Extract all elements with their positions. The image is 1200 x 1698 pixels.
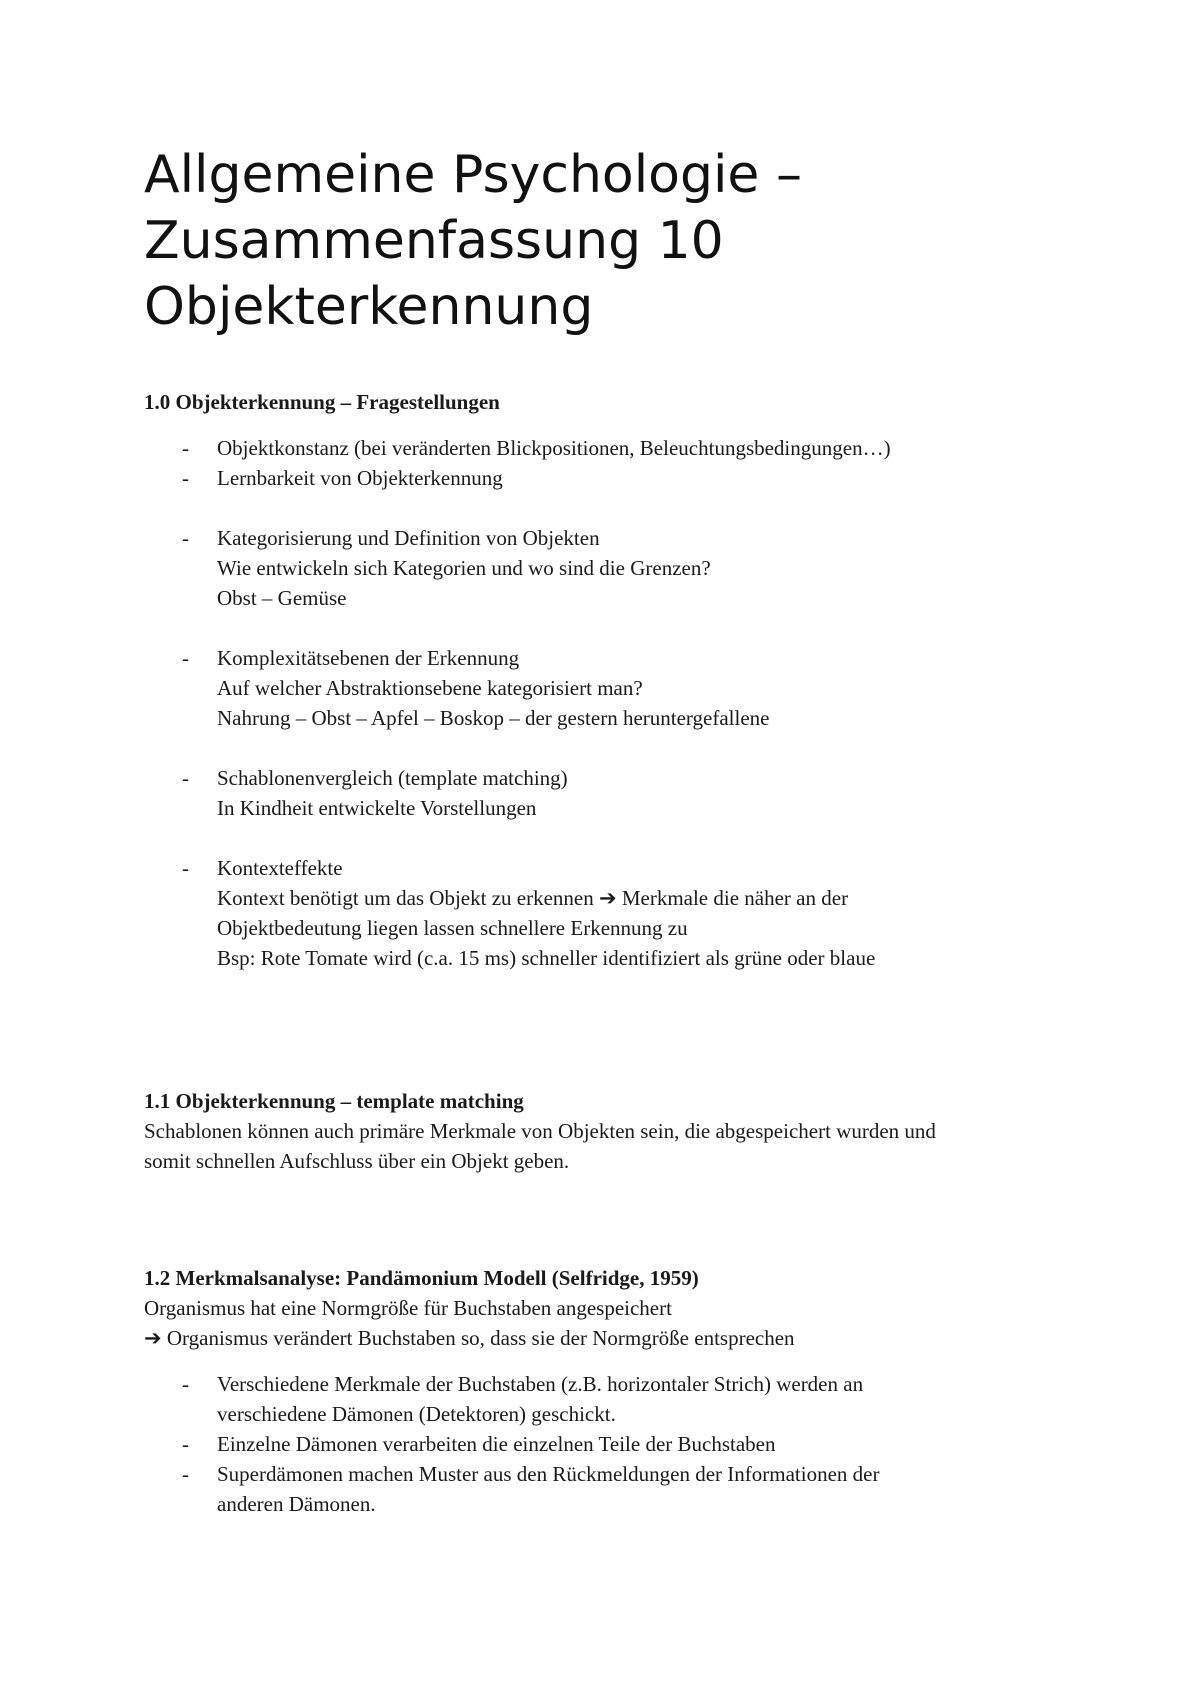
list-item-text: In Kindheit entwickelte Vorstellungen (217, 796, 537, 820)
title-line-1: Allgemeine Psychologie – (144, 145, 802, 205)
paragraph-line: ➔ Organismus verändert Buchstaben so, dass sie der Normgröße entsprechen (144, 1326, 795, 1350)
paragraph-line: Organismus hat eine Normgröße für Buchstaben angespeichert (144, 1296, 672, 1320)
bullet-dash: - (182, 526, 189, 550)
list-item-text: Nahrung – Obst – Apfel – Boskop – der gestern heruntergefallene (217, 706, 770, 730)
paragraph-line: Schablonen können auch primäre Merkmale von Objekten sein, die abgespeichert wurden und (144, 1119, 936, 1143)
list-item (144, 1429, 1104, 1459)
list-item (144, 643, 1104, 733)
list-item-text: Wie entwickeln sich Kategorien und wo sind die Grenzen? (217, 556, 711, 580)
merkmalsanalyse-list (144, 1369, 1104, 1519)
list-item-text: verschiedene Dämonen (Detektoren) geschickt. (217, 1402, 616, 1426)
list-item-text: Auf welcher Abstraktionsebene kategorisiert man? (217, 676, 643, 700)
list-item-text: anderen Dämonen. (217, 1492, 376, 1516)
fragestellungen-list (144, 433, 1104, 973)
list-item (144, 853, 1104, 973)
title-line-3: Objekterkennung (144, 277, 594, 337)
bullet-dash: - (182, 1432, 189, 1456)
bullet-dash: - (182, 436, 189, 460)
bullet-dash: - (182, 466, 189, 490)
title-line-2: Zusammenfassung 10 (144, 211, 724, 271)
section-heading-merkmalsanalyse: 1.2 Merkmalsanalyse: Pandämonium Modell (Selfridge, 1959) (144, 1266, 699, 1290)
bullet-dash: - (182, 766, 189, 790)
section-heading-template-matching: 1.1 Objekterkennung – template matching (144, 1089, 524, 1113)
list-item-text: Komplexitätsebenen der Erkennung (217, 646, 520, 670)
list-item-text: Schablonenvergleich (template matching) (217, 766, 568, 790)
paragraph-line: somit schnellen Aufschluss über ein Objekt geben. (144, 1149, 570, 1173)
list-item-text: Kontext benötigt um das Objekt zu erkennen ➔ Merkmale die näher an der (217, 886, 849, 910)
list-item-text: Bsp: Rote Tomate wird (c.a. 15 ms) schneller identifiziert als grüne oder blaue (217, 946, 876, 970)
list-item-text: Lernbarkeit von Objekterkennung (217, 466, 503, 490)
list-item-text: Kategorisierung und Definition von Objekten (217, 526, 600, 550)
list-item (144, 433, 1104, 463)
list-item-text: Obst – Gemüse (217, 586, 347, 610)
list-item-text: Objektbedeutung liegen lassen schnellere Erkennung zu (217, 916, 688, 940)
bullet-dash: - (182, 1372, 189, 1396)
bullet-dash: - (182, 856, 189, 880)
list-item (144, 763, 1104, 823)
list-item-text: Objektkonstanz (bei veränderten Blickpositionen, Beleuchtungsbedingungen…) (217, 436, 891, 460)
template-matching-paragraph (144, 1116, 1104, 1176)
document-title (144, 142, 1104, 340)
merkmalsanalyse-paragraph (144, 1293, 1104, 1353)
bullet-dash: - (182, 646, 189, 670)
list-item-text: Verschiedene Merkmale der Buchstaben (z.B. horizontaler Strich) werden an (217, 1372, 864, 1396)
list-item-text: Einzelne Dämonen verarbeiten die einzelnen Teile der Buchstaben (217, 1432, 776, 1456)
section-heading-fragestellungen: 1.0 Objekterkennung – Fragestellungen (144, 390, 500, 414)
list-item (144, 463, 1104, 493)
list-item (144, 1369, 1104, 1429)
list-item (144, 523, 1104, 613)
bullet-dash: - (182, 1462, 189, 1486)
list-item-text: Superdämonen machen Muster aus den Rückmeldungen der Informationen der (217, 1462, 880, 1486)
list-item (144, 1459, 1104, 1519)
list-item-text: Kontexteffekte (217, 856, 343, 880)
